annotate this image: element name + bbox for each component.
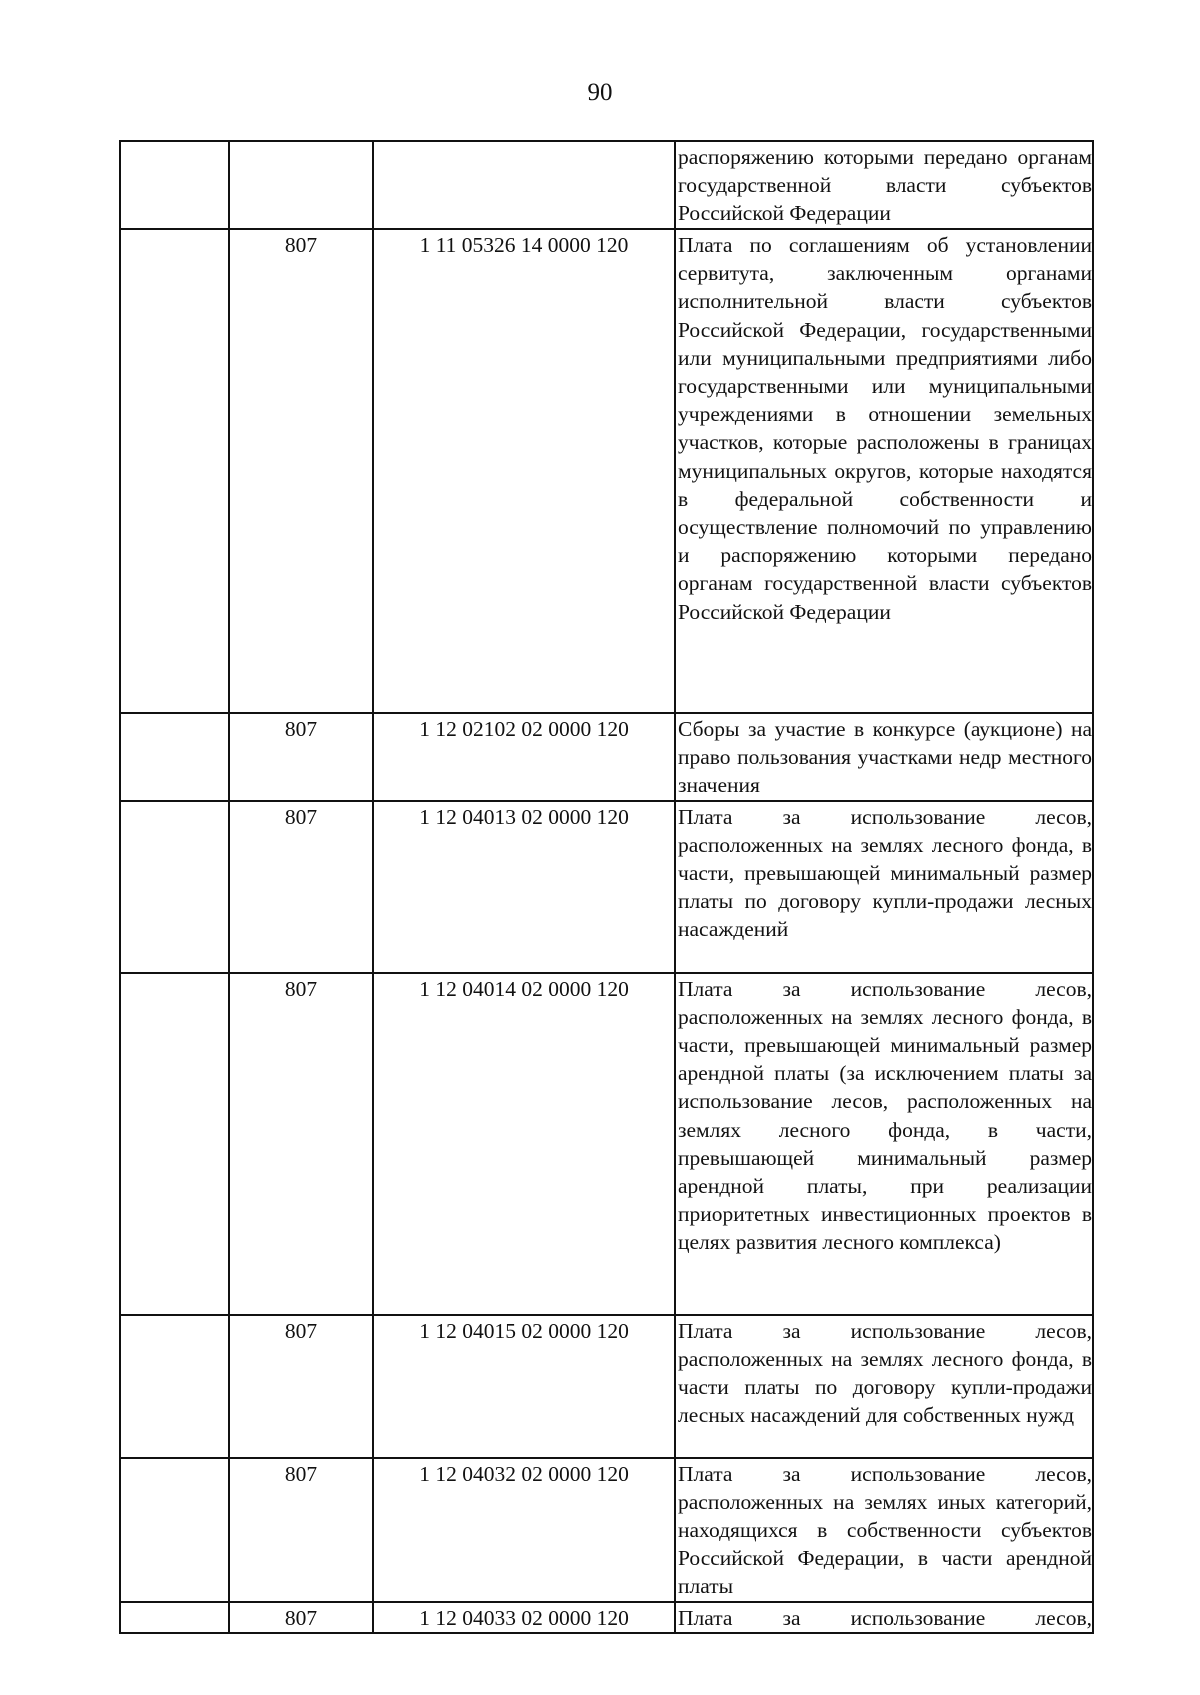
admin-code-cell: 807 <box>229 1315 373 1458</box>
empty-cell <box>120 1315 229 1458</box>
admin-code-cell: 807 <box>229 1458 373 1602</box>
table-row <box>120 141 1093 229</box>
empty-cell <box>120 1458 229 1602</box>
budget-classification-table <box>119 140 1094 1634</box>
description-text: Сборы за участие в конкурсе (аукционе) на право пользования участками недр местного значения <box>678 717 1092 798</box>
table-row <box>120 1602 1093 1633</box>
description-cell <box>675 713 1093 801</box>
kbk-code-cell: 1 12 04013 02 0000 120 <box>373 801 675 973</box>
admin-code-cell <box>229 141 373 229</box>
description-cell <box>675 1315 1093 1458</box>
description-cell <box>675 801 1093 973</box>
description-cell <box>675 229 1093 713</box>
admin-code-cell: 807 <box>229 973 373 1315</box>
empty-cell <box>120 713 229 801</box>
table-row <box>120 229 1093 713</box>
page-number: 90 <box>587 79 613 106</box>
description-text: Плата за использование лесов, расположенных на землях лесного фонда, в части, превышающей минимальный размер арендной платы (за исключением платы за использование лесов, расположенных на землях лесного фонда, в части, превышающей минимальный размер арендной платы, при реализации приоритетных инвестиционных проектов в целях развития лесного комплекса) <box>678 976 1092 1255</box>
table-row <box>120 1315 1093 1458</box>
description-cell <box>675 1602 1093 1633</box>
admin-code-cell: 807 <box>229 1602 373 1633</box>
table-row <box>120 1458 1093 1602</box>
kbk-code-cell: 1 12 04014 02 0000 120 <box>373 973 675 1315</box>
kbk-code-cell: 1 12 04032 02 0000 120 <box>373 1458 675 1602</box>
description-cell <box>675 1458 1093 1602</box>
description-text: Плата за использование лесов, <box>678 1605 1092 1630</box>
admin-code-cell: 807 <box>229 801 373 973</box>
kbk-code-cell: 1 11 05326 14 0000 120 <box>373 229 675 713</box>
description-text: Плата за использование лесов, расположенных на землях лесного фонда, в части, превышающей минимальный размер платы по договору купли-продажи лесных насаждений <box>678 804 1092 942</box>
description-text: Плата за использование лесов, расположенных на землях иных категорий, находящихся в собственности субъектов Российской Федерации, в части арендной платы <box>678 1461 1092 1599</box>
empty-cell <box>120 1602 229 1633</box>
kbk-code-cell <box>373 141 675 229</box>
table-row <box>120 713 1093 801</box>
admin-code-cell: 807 <box>229 229 373 713</box>
kbk-code-cell: 1 12 04015 02 0000 120 <box>373 1315 675 1458</box>
description-cell <box>675 973 1093 1315</box>
table-row <box>120 801 1093 973</box>
empty-cell <box>120 801 229 973</box>
empty-cell <box>120 141 229 229</box>
empty-cell <box>120 229 229 713</box>
kbk-code-cell: 1 12 04033 02 0000 120 <box>373 1602 675 1633</box>
kbk-code-cell: 1 12 02102 02 0000 120 <box>373 713 675 801</box>
description-text: Плата по соглашениям об установлении сервитута, заключенным органами исполнительной власти субъектов Российской Федерации, государственными или муниципальными предприятиями либо государственными или муниципальными учреждениями в отношении земельных участков, которые расположены в границах муниципальных округов, которые находятся в федеральной собственности и осуществление полномочий по управлению и распоряжению которыми передано органам государственной власти субъектов Российской Федерации <box>678 233 1092 624</box>
description-text: Плата за использование лесов, расположенных на землях лесного фонда, в части платы по договору купли-продажи лесных насаждений для собственных нужд <box>678 1318 1092 1428</box>
table-row <box>120 973 1093 1315</box>
description-cell <box>675 141 1093 229</box>
admin-code-cell: 807 <box>229 713 373 801</box>
description-text: распоряжению которыми передано органам государственной власти субъектов Российской Федерации <box>678 145 1092 226</box>
empty-cell <box>120 973 229 1315</box>
